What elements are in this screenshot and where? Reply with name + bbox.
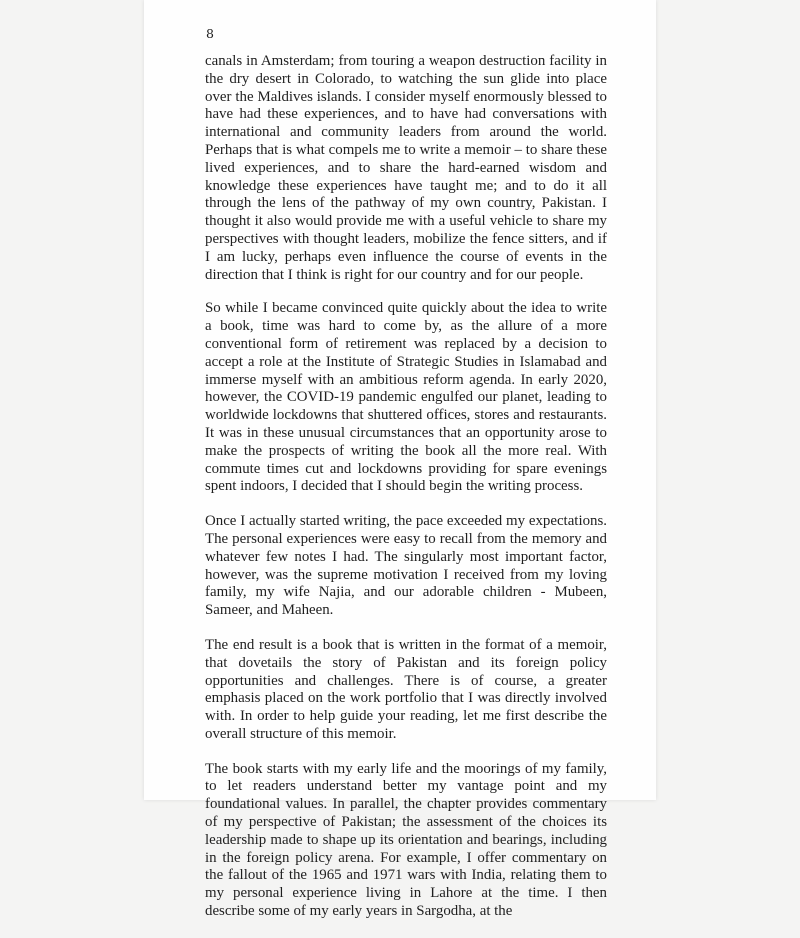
paragraph-4: The end result is a book that is written in the format of a memoir, that dovetails the story of Pakistan and its foreign policy opportunities and challenges. There is of course, a greater emphasis placed on the work portfolio that I was directly involved with. In order to help guide your reading, let me first describe the overall structure of this memoir.	[205, 636, 607, 742]
paragraph-3: Once I actually started writing, the pace exceeded my expectations. The personal experiences were easy to recall from the memory and whatever few notes I had. The singularly most important factor, however, was the supreme motivation I received from my loving family, my wife Najia, and our adorable children - Mubeen, Sameer, and Maheen.	[205, 513, 607, 619]
paragraph-1: canals in Amsterdam; from touring a weapon destruction facility in the dry desert in Colorado, to watching the sun glide into place over the Maldives islands. I consider myself enormously blessed to have had these experiences, and to have had conversations with international and community leaders from around the world. Perhaps that is what compels me to write a memoir – to share these lived experiences, and to share the hard-earned wisdom and knowledge these experiences have taught me; and to do it all through the lens of the pathway of my own country, Pakistan. I thought it also would provide me with a useful vehicle to share my perspectives with thought leaders, mobilize the fence sitters, and if I am lucky, perhaps even influence the course of events in the direction that I think is right for our country and for our people.	[205, 53, 607, 283]
body-text	[205, 53, 607, 938]
page-number: 8	[206, 26, 214, 41]
paragraph-5: The book starts with my early life and the moorings of my family, to let readers understand better my vantage point and my foundational values. In parallel, the chapter provides commentary of my perspective of Pakistan; the assessment of the choices its leadership made to shape up its orientation and bearings, including in the foreign policy arena. For example, I offer commentary on the fallout of the 1965 and 1971 wars with India, relating them to my personal experience living in Lahore at the time. I then describe some of my early years in Sargodha, at the	[205, 760, 607, 920]
paragraph-2: So while I became convinced quite quickly about the idea to write a book, time was hard to come by, as the allure of a more conventional form of retirement was replaced by a decision to accept a role at the Institute of Strategic Studies in Islamabad and immerse myself with an ambitious reform agenda. In early 2020, however, the COVID-19 pandemic engulfed our planet, leading to worldwide lockdowns that shuttered offices, stores and restaurants. It was in these unusual circumstances that an opportunity arose to make the prospects of writing the book all the more real. With commute times cut and lockdowns providing for spare evenings spent indoors, I decided that I should begin the writing process.	[205, 300, 607, 495]
book-page	[144, 0, 656, 920]
